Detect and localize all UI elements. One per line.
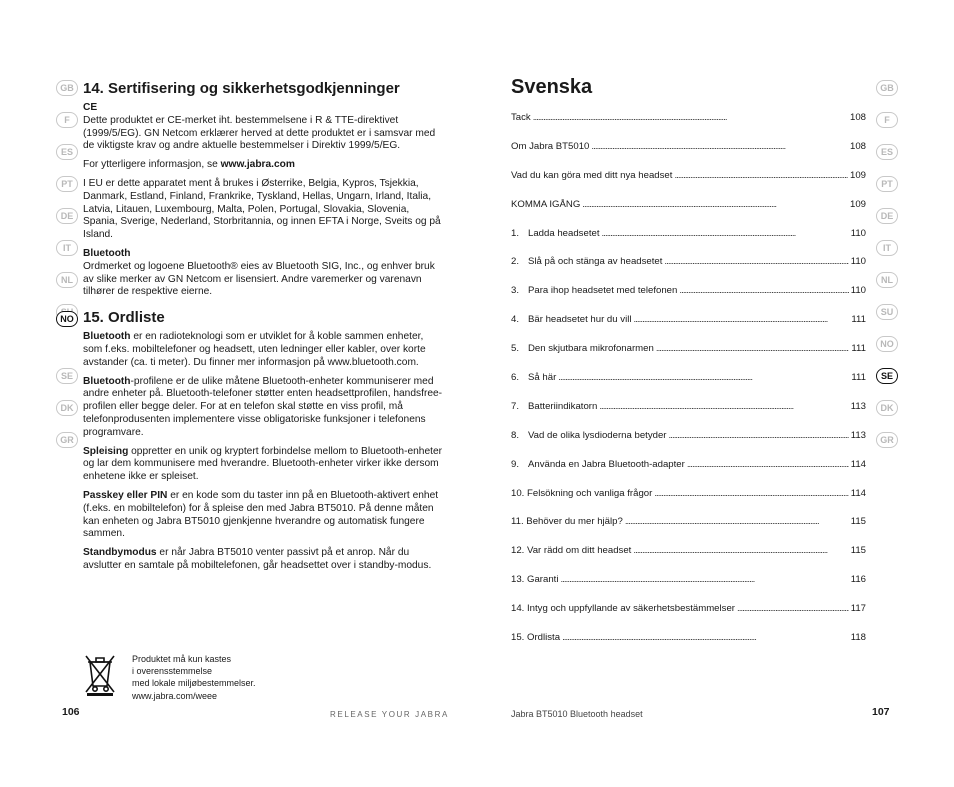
toc-number: 6. (511, 372, 520, 384)
toc-number: 4. (511, 314, 520, 326)
toc-page-number: 110 (850, 285, 866, 297)
toc-row[interactable] (511, 574, 866, 603)
toc-page-number: 108 (849, 140, 866, 152)
glossary-bluetooth (83, 331, 443, 369)
lang-tab-nl: NL (876, 272, 898, 288)
term-passkey: Passkey eller PIN (83, 489, 168, 501)
page-title: Svenska (511, 76, 593, 98)
term-pairing: Spleising (83, 445, 129, 457)
toc-page-number: 111 (851, 372, 866, 384)
lang-tab-su: SU (876, 304, 898, 320)
lang-tab-gr: GR (56, 432, 78, 448)
toc-label: 15. Ordlista (511, 632, 561, 644)
lang-tab-es: ES (56, 144, 78, 160)
term-bluetooth-profiles: Bluetooth (83, 375, 131, 387)
lang-tab-gr: GR (876, 432, 898, 448)
toc-leader-dots (562, 632, 849, 643)
toc-row[interactable] (511, 199, 866, 228)
toc-row[interactable] (511, 285, 866, 314)
toc-page-number: 111 (851, 314, 866, 326)
glossary-passkey (83, 490, 443, 541)
lang-tab-dk: DK (876, 400, 898, 416)
bluetooth-heading: Bluetooth (83, 247, 131, 259)
def-bluetooth: er en radioteknologi som er utviklet for å koble sammen enheter, som f.eks. mobiltelefoner og headsett, uten ledninger eller kabler, over korte avstander (ca. ti meter). Du finner mer informasjon på www.bluetooth.com. (83, 331, 426, 368)
toc-page-number: 110 (850, 256, 866, 268)
toc-leader-dots (599, 401, 848, 412)
lang-tab-gb: GB (876, 80, 898, 96)
toc-row[interactable] (511, 603, 866, 632)
toc-row[interactable] (511, 545, 866, 574)
toc-label: Ladda headsetet (528, 227, 600, 239)
weee-bin-icon (83, 652, 117, 696)
toc-leader-dots (737, 603, 849, 614)
toc-leader-dots (560, 574, 848, 585)
section-15-title (60, 309, 443, 327)
ce-text: Dette produktet er CE-merket iht. bestemmelsene i R & TTE-direktivet (1999/5/EG). GN Netcom erklærer herved at dette produktet er i samsvar med de viktigste krav og andre aktuelle bestemmelser i Direktiv 1999/5/EG. (83, 114, 436, 152)
jabra-link[interactable]: www.jabra.com (220, 159, 295, 171)
toc-number: 1. (511, 227, 520, 239)
glossary-profiles (83, 376, 443, 440)
toc-row[interactable] (511, 372, 866, 401)
toc-page-number: 109 (849, 169, 866, 181)
toc-row[interactable] (511, 256, 866, 285)
lang-tab-gb: GB (56, 80, 78, 96)
toc-row[interactable] (511, 112, 866, 141)
info-paragraph (83, 159, 443, 172)
toc-leader-dots (664, 256, 848, 267)
def-standby: er når Jabra BT5010 venter passivt på et anrop. Når du avslutter en samtale på mobiltelefonen, går headsettet over i standby-modus. (83, 547, 432, 571)
toc-number: 2. (511, 256, 520, 268)
lang-tab-de: DE (56, 208, 78, 224)
toc-number: 5. (511, 343, 520, 355)
lang-tab-se: SE (56, 368, 78, 384)
toc-leader-dots (625, 516, 849, 527)
toc-label: Använda en Jabra Bluetooth-adapter (528, 458, 685, 470)
weee-line-1: Produktet må kun kastes (132, 654, 232, 664)
toc-page-number: 114 (850, 487, 866, 499)
toc-page-number: 108 (849, 112, 866, 123)
toc-page-number: 116 (850, 574, 866, 586)
toc-label: Para ihop headsetet med telefonen (528, 285, 678, 297)
toc-row[interactable] (511, 343, 866, 372)
toc-leader-dots (654, 488, 848, 499)
lang-tab-no-active: NO (56, 311, 78, 327)
toc-page-number: 114 (850, 458, 866, 470)
toc-label: KOMMA IGÅNG (511, 198, 581, 210)
toc-number: 3. (511, 285, 520, 297)
lang-tab-se-active: SE (876, 368, 898, 384)
toc-number: 8. (511, 429, 520, 441)
toc-label: 11. Behöver du mer hjälp? (511, 516, 623, 528)
term-standby: Standbymodus (83, 547, 157, 559)
toc-page-number: 117 (850, 603, 866, 615)
toc-row[interactable] (511, 228, 866, 257)
toc-row[interactable] (511, 170, 866, 199)
lang-tab-f: F (876, 112, 898, 128)
weee-notice (132, 653, 302, 702)
lang-tab-it: IT (876, 240, 898, 256)
toc-page-number: 110 (850, 227, 866, 239)
def-pairing: oppretter en unik og kryptert forbindelse mellom to Bluetooth-enheter og lar dem kommunisere med hverandre. Bluetooth-enheter virker ikke dersom enhetene ikke er spleiset. (83, 445, 443, 483)
toc-row[interactable] (511, 314, 866, 343)
weee-link[interactable]: www.jabra.com/weee (132, 690, 218, 701)
lang-tab-it: IT (56, 240, 78, 256)
toc-page-number: 113 (850, 429, 866, 441)
toc-label: Vad de olika lysdioderna betyder (528, 429, 667, 441)
section-14-title: 14. Sertifisering og sikkerhetsgodkjenninger (83, 80, 400, 97)
toc-page-number: 111 (851, 343, 866, 355)
lang-tab-nl: NL (56, 272, 78, 288)
table-of-contents (511, 112, 866, 661)
toc-label: Vad du kan göra med ditt nya headset (511, 169, 673, 181)
toc-row[interactable] (511, 459, 866, 488)
toc-label: Batteriindikatorn (528, 400, 598, 412)
toc-leader-dots (656, 343, 850, 354)
bluetooth-text: Ordmerket og logoene Bluetooth® eies av Bluetooth SIG, Inc., og enhver bruk av slike merker av GN Netcom er lisensiert. Andre varemerker og varenavn tilhører de respektive eierne. (83, 260, 435, 298)
toc-label: Bär headsetet hur du vill (528, 314, 632, 326)
toc-leader-dots (558, 372, 849, 383)
toc-leader-dots (533, 112, 848, 123)
ce-heading: CE (83, 102, 98, 113)
toc-page-number: 118 (850, 632, 866, 644)
toc-label: 10. Felsökning och vanliga frågor (511, 487, 653, 499)
lang-tab-pt: PT (876, 176, 898, 192)
toc-label: Så här (528, 372, 557, 384)
toc-number: 9. (511, 458, 520, 470)
weee-line-2: i overensstemmelse (132, 666, 213, 677)
toc-leader-dots (633, 545, 848, 556)
toc-leader-dots (633, 314, 849, 325)
page-number-right: 107 (872, 706, 890, 718)
toc-label: Slå på och stänga av headsetet (528, 256, 663, 268)
eu-text: I EU er dette apparatet ment å brukes i Østerrike, Belgia, Kypros, Tsjekkia, Danmark, Estland, Finland, Frankrike, Tyskland, Hellas, Ungarn, Irland, Italia, Latvia, Litauen, Luxembourg, Malta, Polen, Portugal, Slovakia, Slovenia, Spania, Sverige, Nederland, Storbritannia, og innen EFTA i Norge, Sveits og på Island. (83, 177, 441, 241)
lang-tab-pt: PT (56, 176, 78, 192)
lang-tab-dk: DK (56, 400, 78, 416)
toc-row[interactable] (511, 401, 866, 430)
toc-page-number: 115 (850, 516, 866, 528)
toc-page-number: 115 (850, 545, 866, 557)
weee-line-3: med lokale miljøbestemmelser. (132, 678, 256, 689)
toc-row[interactable] (511, 516, 866, 545)
term-bluetooth: Bluetooth (83, 331, 131, 343)
toc-label: Om Jabra BT5010 (511, 140, 590, 152)
def-profiles: -profilene er de ulike måtene Bluetooth-enheter kommuniserer med andre enheter på. Bluetooth-telefoner støtter enten headsettprofilen, handsfree-profilen eller begge deler. For at en telefon skal støtte en viss profil, må telefonprodusenten implementere visse obligatoriske funksjoner i telefonens programvare. (83, 375, 443, 438)
toc-label: Tack (511, 112, 531, 123)
toc-leader-dots (591, 141, 848, 152)
toc-leader-dots (674, 170, 848, 181)
toc-page-number: 109 (849, 198, 866, 210)
toc-label: 13. Garanti (511, 574, 559, 586)
lang-tab-f: F (56, 112, 78, 128)
glossary-pairing (83, 446, 443, 484)
right-language-tabs (876, 80, 898, 464)
right-page (511, 76, 866, 661)
toc-leader-dots (669, 430, 849, 441)
toc-page-number: 113 (850, 400, 866, 412)
toc-number: 7. (511, 400, 520, 412)
toc-leader-dots (582, 199, 848, 210)
toc-label: 14. Intyg och uppfyllande av säkerhetsbestämmelser (511, 603, 735, 615)
def-passkey: er en kode som du taster inn på en Bluetooth-aktivert enhet (f.eks. en mobiltelefon) for å spleise den med Jabra BT5010. På denne måten kan enheten og Jabra BT5010 gjenkjenne hverandre og automatisk fungere sammen. (83, 489, 439, 540)
toc-leader-dots (602, 228, 849, 239)
lang-tab-no: NO (876, 336, 898, 352)
lang-tab-de: DE (876, 208, 898, 224)
section-15-title-text: 15. Ordliste (83, 309, 165, 327)
toc-label: Den skjutbara mikrofonarmen (528, 343, 654, 355)
toc-row[interactable] (511, 488, 866, 517)
toc-leader-dots (687, 459, 849, 470)
toc-leader-dots (679, 285, 848, 296)
lang-tab-es: ES (876, 144, 898, 160)
toc-row[interactable] (511, 430, 866, 459)
toc-row[interactable] (511, 632, 866, 661)
info-prefix: For ytterligere informasjon, se (83, 159, 221, 171)
footer-slogan: RELEASE YOUR JABRA (330, 710, 449, 719)
toc-row[interactable] (511, 141, 866, 170)
page-number-left: 106 (62, 706, 80, 718)
toc-label: 12. Var rädd om ditt headset (511, 545, 632, 557)
glossary-standby (83, 547, 443, 573)
footer-product-name: Jabra BT5010 Bluetooth headset (511, 709, 643, 719)
left-language-tabs (56, 80, 78, 464)
